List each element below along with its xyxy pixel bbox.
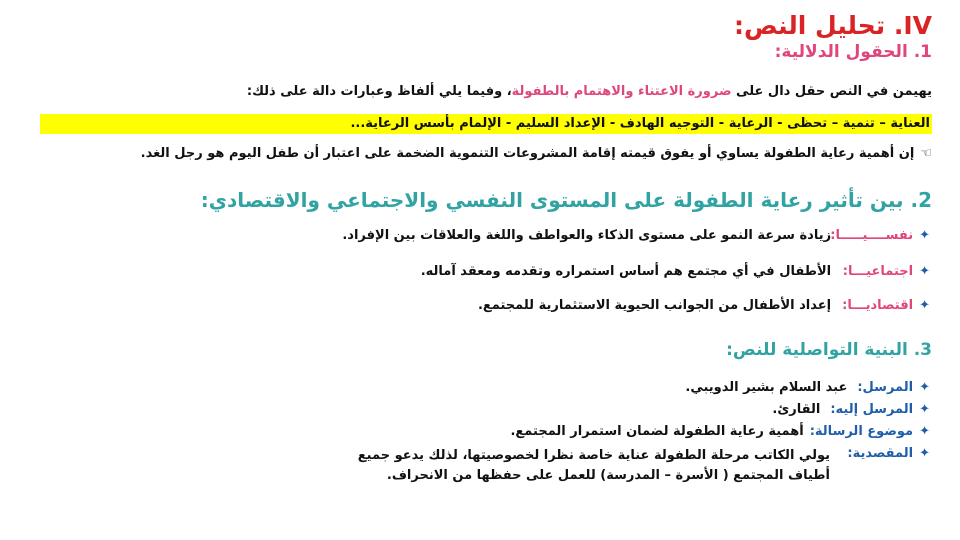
item-text: الأطفال في أي مجتمع هم أساس استمراره وتقدمه ومعقد آماله. — [420, 264, 832, 279]
intro-text-after: ، وفيما يلي ألفاظ وعبارات دالة على ذلك: — [246, 84, 512, 99]
section1-heading: 1. الحقول الدلالية: — [774, 42, 932, 62]
note-text: إن أهمية رعاية الطفولة يساوي أو يفوق قيمته إقامة المشروعات التنموية الضخمة على اعتبار أن طفل اليوم هو رجل الغد. — [140, 146, 915, 161]
list-item — [833, 446, 930, 461]
item-text: عبد السلام بشير الدويبي. — [685, 380, 848, 395]
star-bullet-icon: ✦ — [919, 228, 930, 243]
list-item — [421, 264, 930, 279]
star-bullet-icon: ✦ — [919, 380, 930, 395]
star-bullet-icon: ✦ — [919, 298, 930, 313]
item-text: زيادة سرعة النمو على مستوى الذكاء والعواطف واللغة والعلاقات بين الإفراد. — [342, 228, 832, 243]
item-label: المرسل: — [857, 380, 914, 395]
item-text: إعداد الأطفال من الجوانب الحيوية الاستثمارية للمجتمع. — [477, 298, 832, 313]
list-item — [685, 380, 930, 395]
item-label: موضوع الرسالة: — [809, 424, 914, 439]
section1-intro — [247, 84, 932, 99]
section1-note — [141, 146, 932, 161]
item-label: نفســــيـــــا: — [830, 228, 914, 243]
list-item — [510, 424, 930, 439]
star-bullet-icon: ✦ — [919, 446, 930, 461]
hand-pointer-icon: ☜ — [920, 146, 932, 161]
item-label: المرسل إليه: — [830, 402, 914, 417]
keywords-list: العناية – تنمية – تحظى - الرعاية - التوجيه الهادف - الإعداد السليم - الإلمام بأسس الرعاية... — [350, 116, 930, 131]
list-item — [478, 298, 930, 313]
page-title: IV. تحليل النص: — [734, 11, 932, 40]
intro-highlight: ضرورة الاعتناء والاهتمام بالطفولة — [511, 84, 732, 99]
item-label: المقصدية: — [847, 446, 914, 461]
section2-heading: 2. بين تأثير رعاية الطفولة على المستوى النفسي والاجتماعي والاقتصادي: — [200, 188, 932, 212]
star-bullet-icon: ✦ — [919, 424, 930, 439]
intent-text-line-2: أطياف المجتمع ( الأسرة – المدرسة) للعمل على حفظها من الانحراف. — [386, 468, 830, 483]
item-label: اجتماعيـــا: — [842, 264, 914, 279]
intro-text-before: يهيمن في النص حقل دال على — [731, 84, 932, 99]
intent-text-line-1: يولي الكاتب مرحلة الطفولة عناية خاصة نظرا لخصوصيتها، لذلك يدعو جميع — [357, 448, 830, 463]
star-bullet-icon: ✦ — [919, 264, 930, 279]
item-text: أهمية رعاية الطفولة لضمان استمرار المجتمع. — [510, 424, 804, 439]
intent-text-block — [358, 446, 830, 486]
star-bullet-icon: ✦ — [919, 402, 930, 417]
item-text: القارئ. — [772, 402, 821, 417]
list-item — [342, 228, 930, 243]
section3-heading: 3. البنية التواصلية للنص: — [726, 340, 932, 360]
item-label: اقتصاديـــا: — [842, 298, 914, 313]
list-item — [772, 402, 930, 417]
